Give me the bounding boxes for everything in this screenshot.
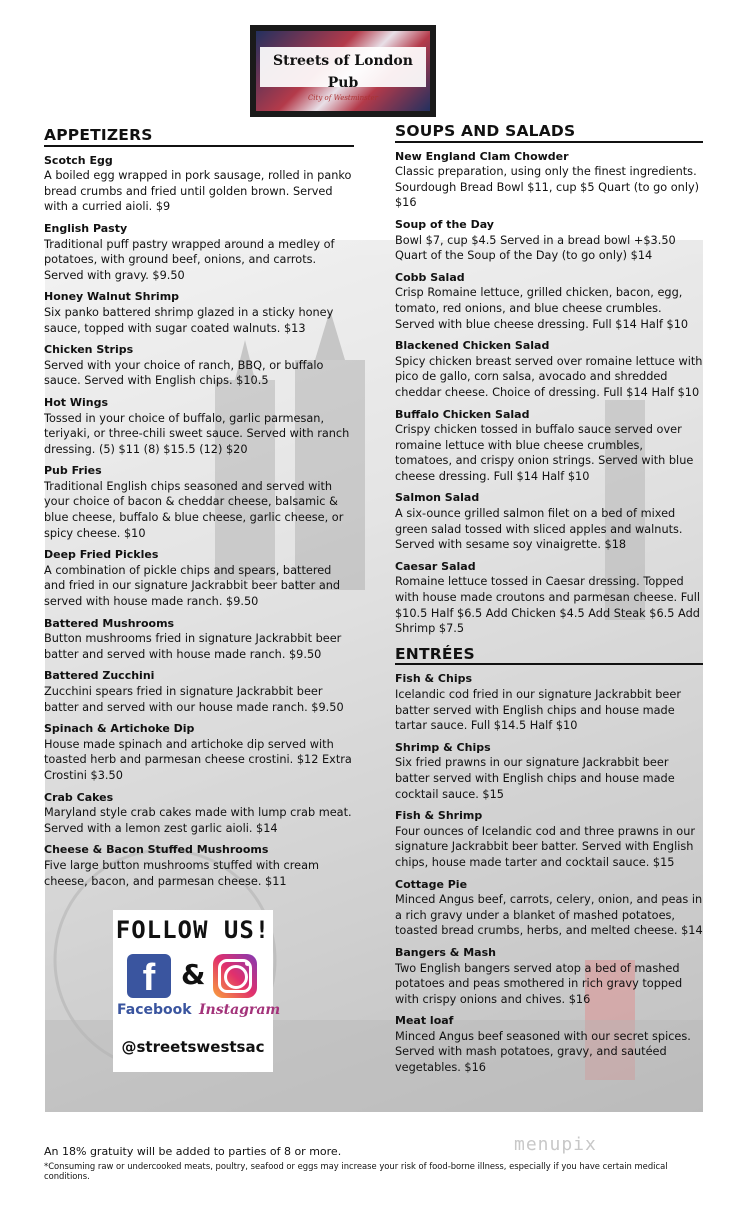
menu-item-description: Classic preparation, using only the finest ingredients. Sourdough Bread Bowl $11, cup $5 Quart (to go only) $16 (395, 165, 700, 210)
right-column (395, 124, 703, 1082)
menu-item-description: Button mushrooms fried in signature Jackrabbit beer batter and served with house made ranch. $9.50 (44, 632, 342, 661)
menu-item-description: Spicy chicken breast served over romaine lettuce with pico de gallo, corn salsa, avocado and shredded cheddar cheese. Choice of dressing. Full $14 Half $10 (395, 354, 703, 399)
menu-item-name: English Pasty (44, 221, 128, 235)
menu-item-description: Bowl $7, cup $4.5 Served in a bread bowl +$3.50 Quart of the Soup of the Day (to go only) $14 (395, 233, 676, 263)
menu-item (44, 668, 354, 715)
menu-item-name: Pub Fries (44, 464, 102, 478)
menu-item-description: Four ounces of Icelandic cod and three prawns in our signature Jackrabbit beer batter. Served with English chips, house made tarter and cocktail sauce. $15 (395, 824, 696, 869)
menu-item (44, 842, 354, 889)
menu-item-name: Fish & Chips (395, 672, 473, 686)
menu-item-name: Cobb Salad (395, 270, 465, 284)
follow-us-title: FOLLOW US! (115, 916, 271, 944)
menu-item (44, 395, 354, 457)
menu-item-name: Shrimp & Chips (395, 740, 491, 754)
menu-item-description: House made spinach and artichoke dip served with toasted herb and parmesan cheese crostini. $12 Extra Crostini $3.50 (44, 737, 352, 782)
menu-item-description: Six fried prawns in our signature Jackrabbit beer batter served with English chips and house made cocktail sauce. $15 (395, 756, 675, 801)
menu-item (395, 671, 703, 733)
menu-item-description: Tossed in your choice of buffalo, garlic parmesan, teriyaki, or three-chili sweet sauce. Served with ranch dressing. (5) $11 (8) $15.5 (12) $20 (44, 411, 350, 456)
menu-item (395, 1013, 703, 1075)
menu-item-description: Maryland style crab cakes made with lump crab meat. Served with a lemon zest garlic aioli. $14 (44, 806, 352, 835)
facebook-icon[interactable]: f (127, 954, 171, 998)
menu-item-name: Meat loaf (395, 1014, 454, 1028)
menu-item (44, 790, 354, 837)
menu-item-description: Traditional English chips seasoned and served with your choice of bacon & cheddar cheese, balsamic & blue cheese, buffalo & blue cheese, garlic cheese, or spicy cheese. $10 (44, 479, 344, 540)
menu-item-description: A combination of pickle chips and spears, battered and fried in our signature Jackrabbit beer batter and served with house made ranch. $9.50 (44, 563, 341, 609)
menu-item-description: Minced Angus beef, carrots, celery, onion, and peas in a rich gravy under a blanket of mashed potatoes, toasted bread crumbs, herbs, and melted cheese. $14 (395, 893, 703, 938)
menu-item-name: Chicken Strips (44, 343, 134, 357)
logo-subtitle: City of Westminster (307, 94, 379, 102)
appetizers-heading: APPETIZERS (44, 128, 354, 147)
menu-item (395, 490, 703, 552)
entrees-list (395, 671, 703, 1075)
menu-item (44, 721, 354, 783)
menu-item (44, 153, 354, 215)
menu-item (44, 289, 354, 336)
menupix-watermark: menupix (514, 1134, 597, 1155)
menu-item (44, 463, 354, 541)
menu-item-description: Served with your choice of ranch, BBQ, or buffalo sauce. Served with English chips. $10.5 (44, 358, 324, 388)
menu-item-name: Battered Mushrooms (44, 616, 175, 630)
menu-item (395, 217, 703, 264)
menu-item-description: Two English bangers served atop a bed of mashed potatoes and peas smothered in rich gravy topped with crispy onions and chives. $16 (395, 961, 683, 1006)
menu-item-name: New England Clam Chowder (395, 149, 569, 163)
menu-item-name: Bangers & Mash (395, 945, 496, 959)
menu-item-name: Soup of the Day (395, 217, 494, 231)
menu-item-description: Zucchini spears fried in signature Jackrabbit beer batter and served with our house made ranch. $9.50 (44, 685, 344, 714)
ampersand: & (181, 958, 206, 991)
menu-item (44, 342, 354, 389)
menu-item-name: Cheese & Bacon Stuffed Mushrooms (44, 843, 269, 857)
menu-item-description: Five large button mushrooms stuffed with cream cheese, bacon, and parmesan cheese. $11 (44, 858, 320, 888)
menu-item (395, 945, 703, 1007)
menu-item-name: Scotch Egg (44, 153, 113, 167)
menu-item (44, 616, 354, 663)
menu-item-description: Six panko battered shrimp glazed in a sticky honey sauce, topped with sugar coated walnuts. $13 (44, 305, 334, 335)
menu-item (395, 740, 703, 802)
menu-item-name: Buffalo Chicken Salad (395, 407, 530, 421)
menu-item (44, 221, 354, 283)
menu-item-description: A six-ounce grilled salmon filet on a bed of mixed green salad tossed with sliced apples and walnuts. Served with sesame soy vinaigrette. $18 (395, 507, 683, 552)
menu-item-name: Spinach & Artichoke Dip (44, 722, 195, 736)
menu-item (395, 149, 703, 211)
menu-item-name: Cottage Pie (395, 877, 468, 891)
menu-item (44, 547, 354, 609)
instagram-label: Instagram (199, 1002, 281, 1018)
menu-item (395, 338, 703, 400)
menu-item-description: Minced Angus beef seasoned with our secret spices. Served with mash potatoes, gravy, and sautéed vegetables. $16 (395, 1029, 691, 1075)
menu-item (395, 270, 703, 332)
menu-item-description: Romaine lettuce tossed in Caesar dressing. Topped with house made croutons and parmesan cheese. Full $10.5 Half $6.5 Add Chicken $4.5 Add Steak $6.5 Add Shrimp $7.5 (395, 575, 701, 636)
menu-item (395, 808, 703, 870)
menu-item-name: Deep Fried Pickles (44, 548, 159, 562)
menu-item-name: Crab Cakes (44, 790, 114, 804)
logo-plate (260, 47, 426, 102)
facebook-label: Facebook (117, 1002, 192, 1018)
pub-logo (250, 25, 436, 117)
follow-us-panel (113, 910, 281, 1072)
menu-item-name: Hot Wings (44, 395, 109, 409)
menu-item-name: Salmon Salad (395, 491, 480, 505)
menu-item-name: Caesar Salad (395, 559, 476, 573)
left-column (44, 128, 354, 895)
gratuity-note: An 18% gratuity will be added to parties of 8 or more. (44, 1145, 342, 1158)
instagram-icon[interactable] (213, 954, 257, 998)
appetizers-list (44, 153, 354, 890)
menu-item-description: Crispy chicken tossed in buffalo sauce served over romaine lettuce with blue cheese crumbles, tomatoes, and crispy onion strings. Served with blue cheese dressing. Full $14 Half $10 (395, 423, 694, 483)
entrees-heading: ENTRÉES (395, 647, 703, 666)
menu-item-name: Fish & Shrimp (395, 809, 483, 823)
menu-item-name: Blackened Chicken Salad (395, 339, 550, 353)
menu-item (395, 877, 703, 939)
logo-title: Streets of London Pub (273, 53, 413, 91)
menu-item-description: Crisp Romaine lettuce, grilled chicken, bacon, egg, tomato, red onions, and blue cheese crumbles. Served with blue cheese dressing. Full $14 Half $10 (395, 286, 689, 331)
menu-item (395, 407, 703, 485)
menu-item-name: Honey Walnut Shrimp (44, 290, 180, 304)
menu-item-description: A boiled egg wrapped in pork sausage, rolled in panko bread crumbs and fried until golden brown. Served with a curried aioli. $9 (44, 169, 352, 214)
soups-salads-list (395, 149, 703, 637)
food-safety-disclaimer: *Consuming raw or undercooked meats, poultry, seafood or eggs may increase your risk of food-borne illness, especially if you have certain medical conditions. (44, 1161, 668, 1181)
menu-item (395, 559, 703, 637)
menu-item-name: Battered Zucchini (44, 669, 155, 683)
soups-salads-heading: SOUPS AND SALADS (395, 124, 703, 143)
menu-item-description: Icelandic cod fried in our signature Jackrabbit beer batter served with English chips and house made tartar sauce. Full $14.5 Half $10 (395, 688, 681, 733)
social-handle: @streetswestsac (121, 1038, 265, 1056)
menu-item-description: Traditional puff pastry wrapped around a medley of potatoes, with ground beef, onions, and carrots. Served with gravy. $9.50 (44, 237, 335, 282)
